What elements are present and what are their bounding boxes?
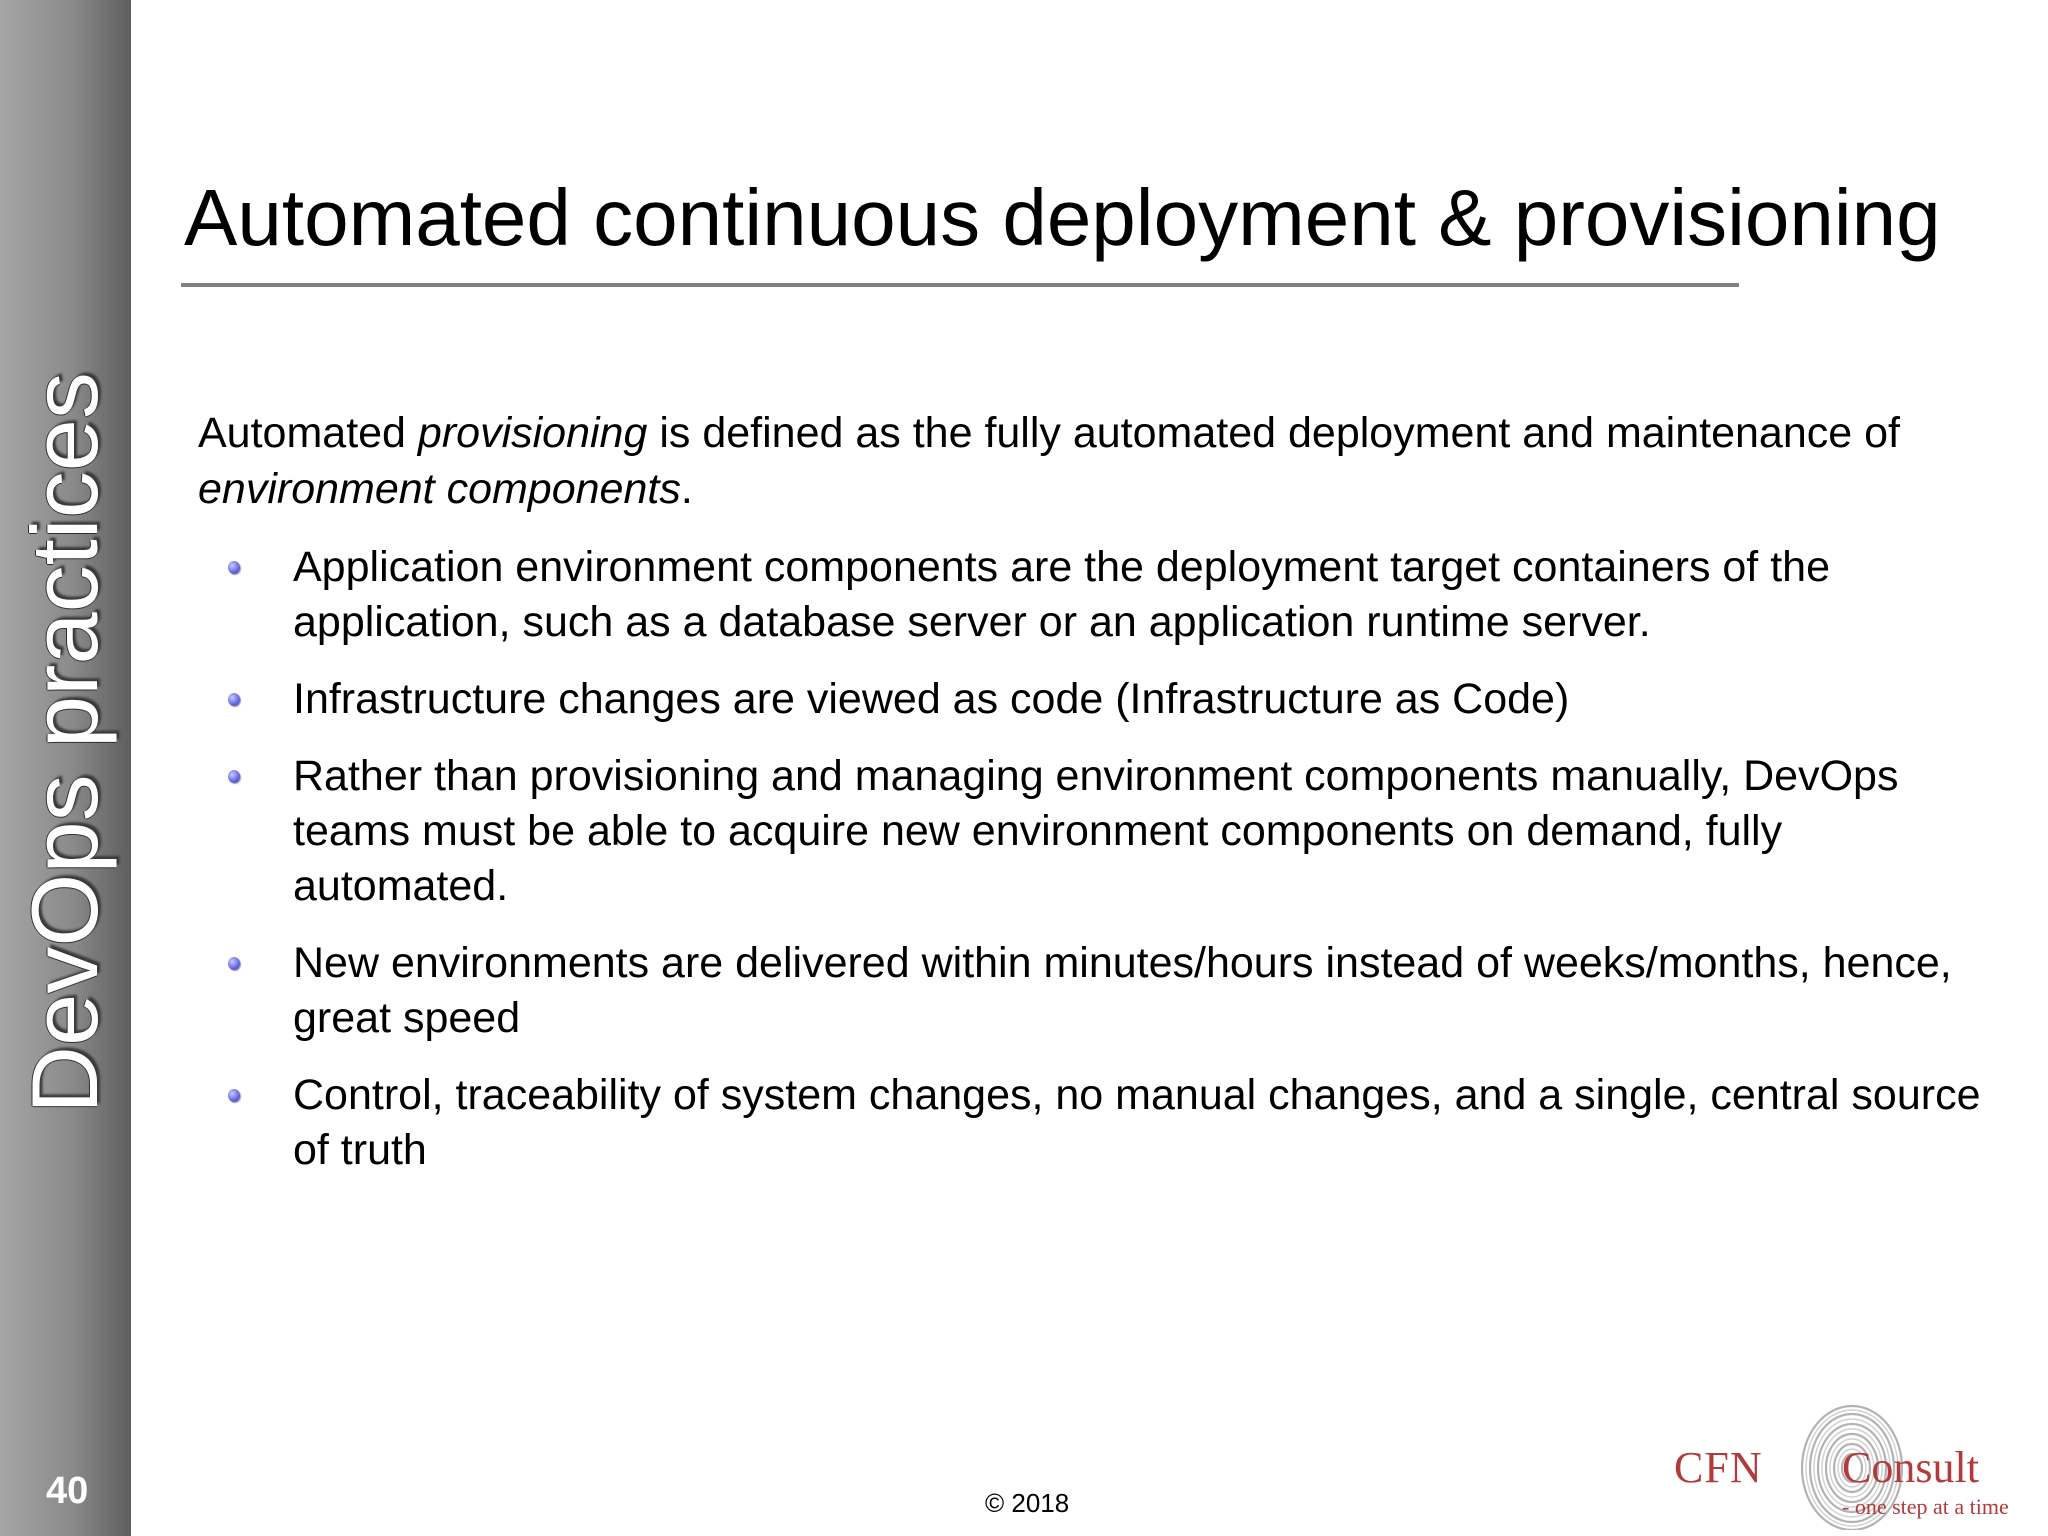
copyright-notice: © 2018 [985,1488,1070,1518]
bullet-text: Rather than provisioning and managing environment components manually, DevOps teams must be able to acquire new environment components on demand, fully automated. [293,752,1899,910]
sidebar-title: DevOps practices [12,372,117,1114]
list-item [228,672,1988,727]
circle-bullet-icon [228,770,240,783]
intro-paragraph [198,405,1958,517]
list-item [228,1068,1988,1178]
bullet-list [228,540,1988,1200]
logo-tagline: - one step at a time [1842,1494,2009,1519]
intro-text: Automated [198,409,418,457]
list-item [228,936,1988,1046]
intro-emphasis-components: environment components [198,465,681,513]
logo-brand-right: Consult [1842,1443,1979,1492]
intro-text: is defined as the fully automated deployment and maintenance of [647,409,1900,457]
bullet-text: New environments are delivered within minutes/hours instead of weeks/months, hence, great speed [293,939,1952,1042]
circle-bullet-icon [228,693,240,706]
list-item [228,540,1988,650]
bullet-text: Control, traceability of system changes, no manual changes, and a single, central source of truth [293,1071,1981,1174]
sidebar [0,0,131,1536]
circle-bullet-icon [228,957,240,970]
intro-emphasis-provisioning: provisioning [417,409,648,457]
bullet-text: Application environment components are the deployment target containers of the application, such as a database server or an application runtime server. [293,543,1830,646]
list-item [228,749,1988,914]
company-logo [1674,1400,2048,1536]
bullet-text: Infrastructure changes are viewed as code (Infrastructure as Code) [293,675,1570,723]
page-number: 40 [46,1470,89,1512]
circle-bullet-icon [228,1089,240,1102]
title-divider [181,283,1739,287]
circle-bullet-icon [228,561,240,574]
logo-brand-left: CFN [1674,1443,1763,1492]
intro-text: . [680,465,693,513]
slide-title: Automated continuous deployment & provisioning [184,173,1941,262]
